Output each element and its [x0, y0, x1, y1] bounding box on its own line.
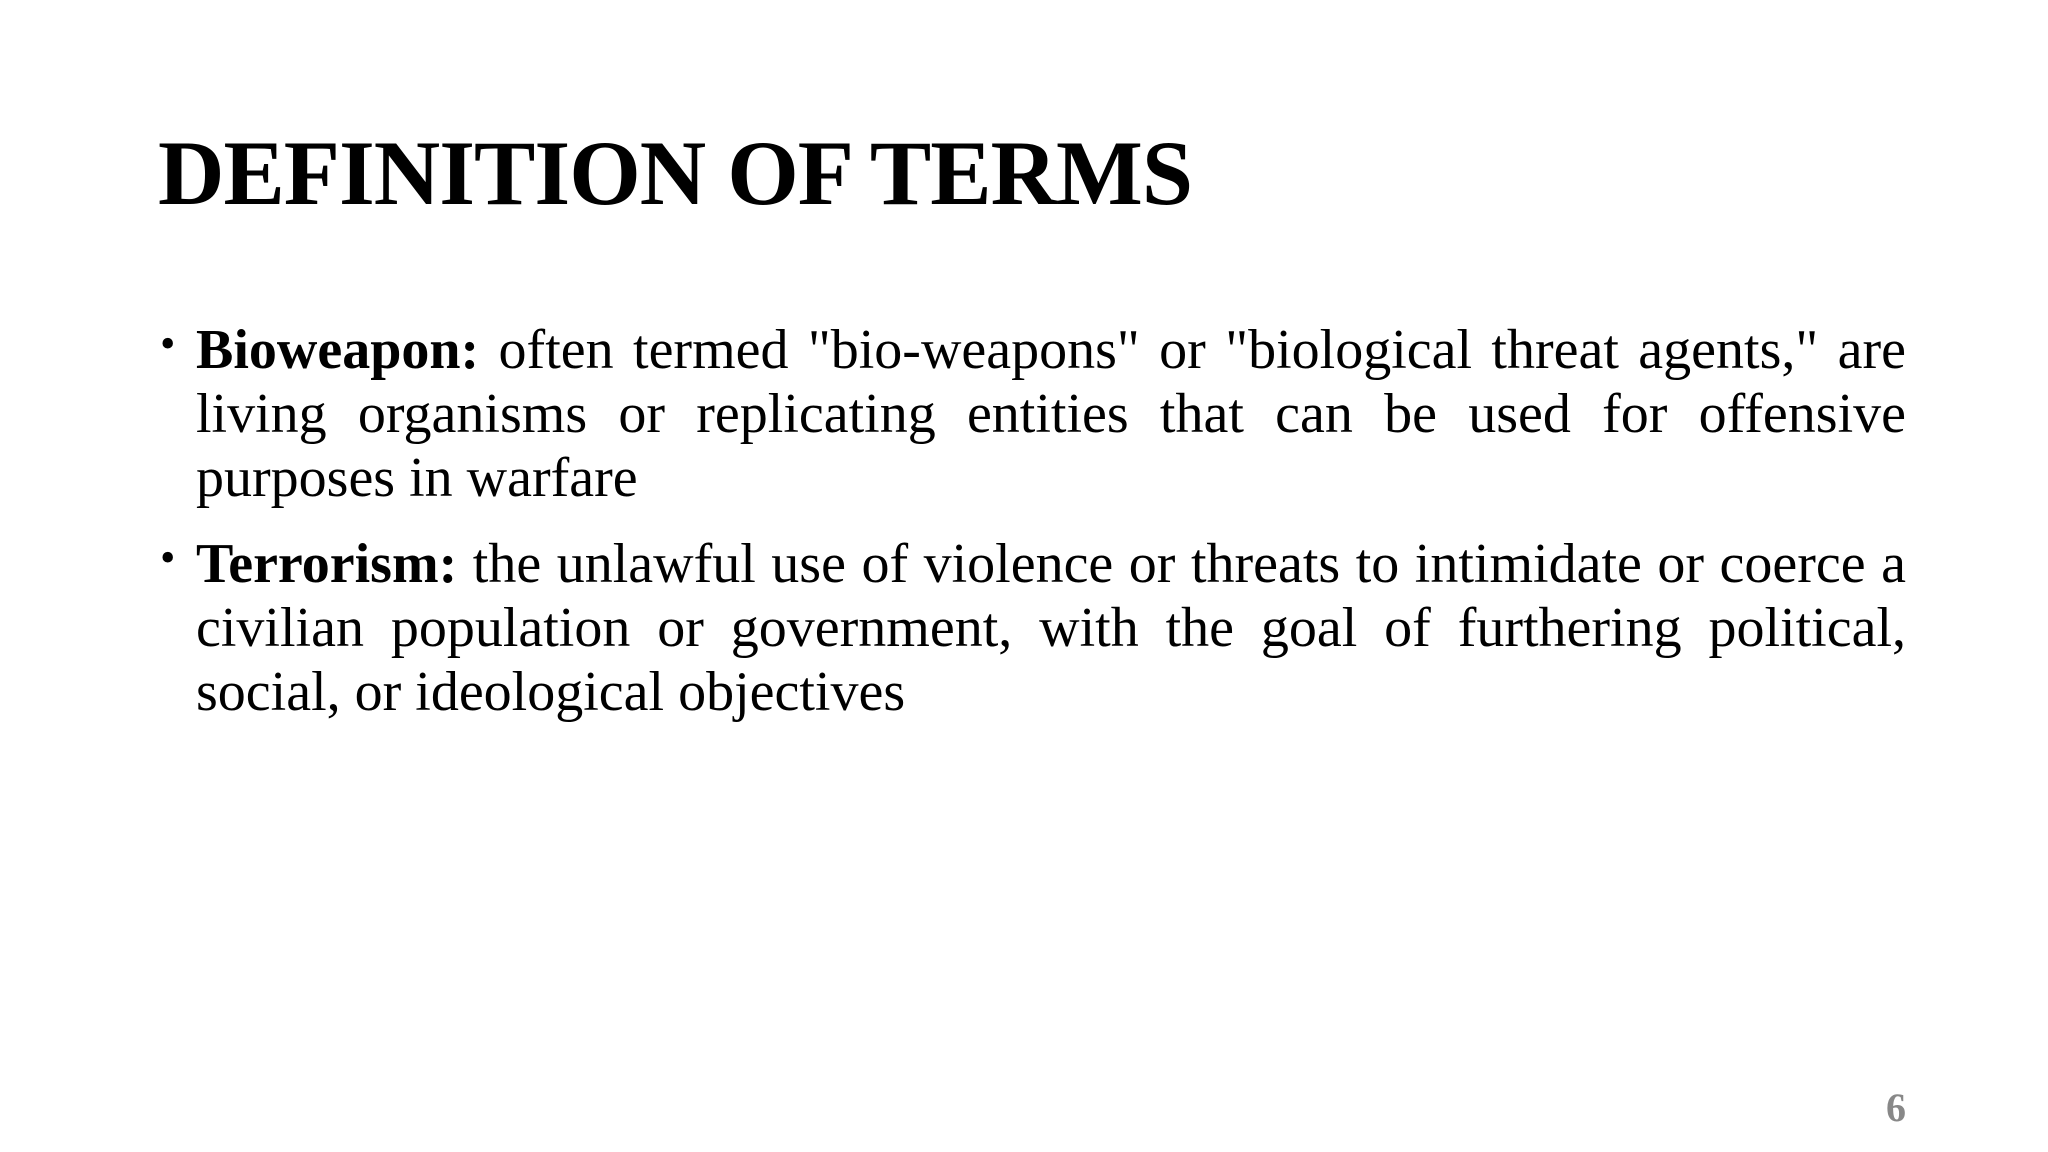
- list-item-terrorism: [158, 532, 1906, 724]
- term-definition: often termed "bio-weapons" or "biological threat agents," are living organisms or replicating entities that can be used for offensive purposes in warfare: [196, 319, 1906, 509]
- definitions-list: [158, 318, 1906, 746]
- slide-title: DEFINITION OF TERMS: [158, 122, 1193, 224]
- page-number: 6: [1886, 1085, 1906, 1130]
- term-definition: the unlawful use of violence or threats to intimidate or coerce a civilian population or government, with the goal of furthering political, social, or ideological objectives: [196, 533, 1906, 723]
- term-label: Bioweapon:: [196, 319, 499, 381]
- list-item-bioweapon: [158, 318, 1906, 510]
- bullet-icon: •: [160, 533, 176, 582]
- bullet-icon: •: [160, 319, 176, 368]
- term-label: Terrorism:: [196, 533, 473, 595]
